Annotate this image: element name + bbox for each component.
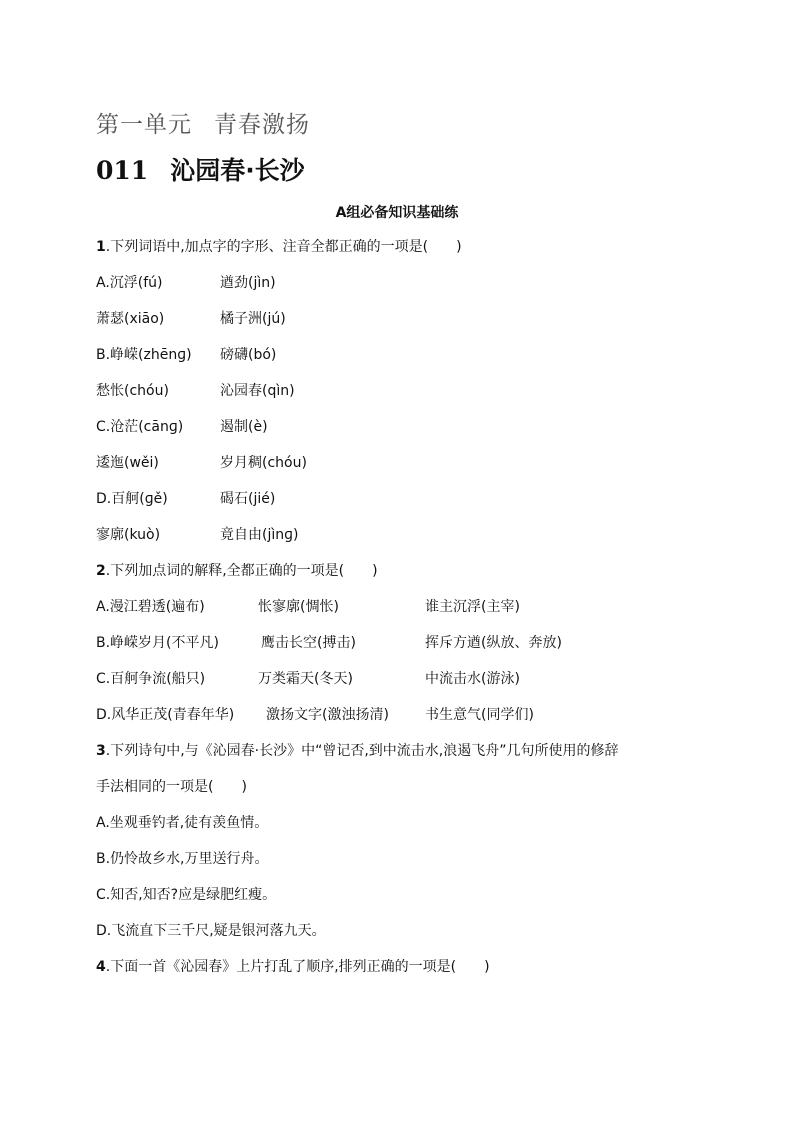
question-2-stem <box>96 561 378 581</box>
q3-option: C.知否,知否?应是绿肥红瘦。 <box>96 887 277 903</box>
question-3-stem <box>96 741 619 761</box>
lesson-name: 沁园春·长沙 <box>170 156 305 185</box>
q1-option-item: 逶迤(wěi) <box>96 455 159 471</box>
q1-option-item: C.沧茫(cānɡ) <box>96 419 184 435</box>
unit-label: 第一单元 <box>96 112 192 138</box>
q2-option-item: 谁主沉浮(主宰) <box>425 599 520 615</box>
q1-option-item: 竟自由(jìnɡ) <box>220 527 299 543</box>
question-number: 1 <box>96 239 106 255</box>
question-text: .下面一首《沁园春》上片打乱了顺序,排列正确的一项是( ) <box>105 959 490 975</box>
unit-name: 青春激扬 <box>214 112 310 138</box>
q3-option: A.坐观垂钓者,徒有羡鱼情。 <box>96 815 269 831</box>
question-text: .下列诗句中,与《沁园春·长沙》中“曾记否,到中流击水,浪遏飞舟”几句所使用的修辞 <box>105 743 619 759</box>
q1-option-item: 愁怅(chóu) <box>96 383 169 399</box>
q1-option-item: 碣石(jié) <box>220 491 276 507</box>
question-text: .下列词语中,加点字的字形、注音全都正确的一项是( ) <box>105 239 462 255</box>
q1-option-item: 遒劲(jìn) <box>220 275 276 291</box>
q1-option-item: 橘子洲(jú) <box>220 311 286 327</box>
q2-option-item: 鹰击长空(搏击) <box>261 635 356 651</box>
q2-option-item: A.漫江碧透(遍布) <box>96 599 205 615</box>
q1-option-item: B.峥嵘(zhēnɡ) <box>96 347 192 363</box>
q1-option-item: A.沉浮(fú) <box>96 275 163 291</box>
q1-option-item: 萧瑟(xiāo) <box>96 311 165 327</box>
q1-option-item: 寥廓(kuò) <box>96 527 161 543</box>
q3-option: B.仍怜故乡水,万里送行舟。 <box>96 851 269 867</box>
lesson-title <box>96 151 305 187</box>
question-text: .下列加点词的解释,全都正确的一项是( ) <box>105 563 378 579</box>
q1-option-item: 遏制(è) <box>220 419 268 435</box>
q2-option-item: 怅寥廓(惆怅) <box>258 599 339 615</box>
q2-option-item: 激扬文字(激浊扬清) <box>266 707 389 723</box>
q1-option-item: 沁园春(qìn) <box>220 383 295 399</box>
question-number: 2 <box>96 563 106 579</box>
q2-option-item: 万类霜天(冬天) <box>258 671 353 687</box>
question-number: 4 <box>96 959 106 975</box>
q3-option: D.飞流直下三千尺,疑是银河落九天。 <box>96 923 326 939</box>
q2-option-item: 书生意气(同学们) <box>425 707 534 723</box>
question-3-stem-continued: 手法相同的一项是( ) <box>96 779 247 795</box>
q2-option-item: B.峥嵘岁月(不平凡) <box>96 635 219 651</box>
question-4-stem <box>96 957 490 977</box>
q2-option-item: D.风华正茂(青春年华) <box>96 707 235 723</box>
lesson-number: 011 <box>96 156 149 185</box>
q1-option-item: 岁月稠(chóu) <box>220 455 307 471</box>
q2-option-item: C.百舸争流(船只) <box>96 671 206 687</box>
unit-title <box>96 106 332 139</box>
q1-option-item: D.百舸(ɡě) <box>96 491 168 507</box>
q1-option-item: 磅礴(bó) <box>220 347 277 363</box>
group-title: A组必备知识基础练 <box>335 205 459 221</box>
q2-option-item: 中流击水(游泳) <box>425 671 520 687</box>
q2-option-item: 挥斥方遒(纵放、奔放) <box>425 635 562 651</box>
question-number: 3 <box>96 743 106 759</box>
question-1-stem <box>96 237 462 257</box>
